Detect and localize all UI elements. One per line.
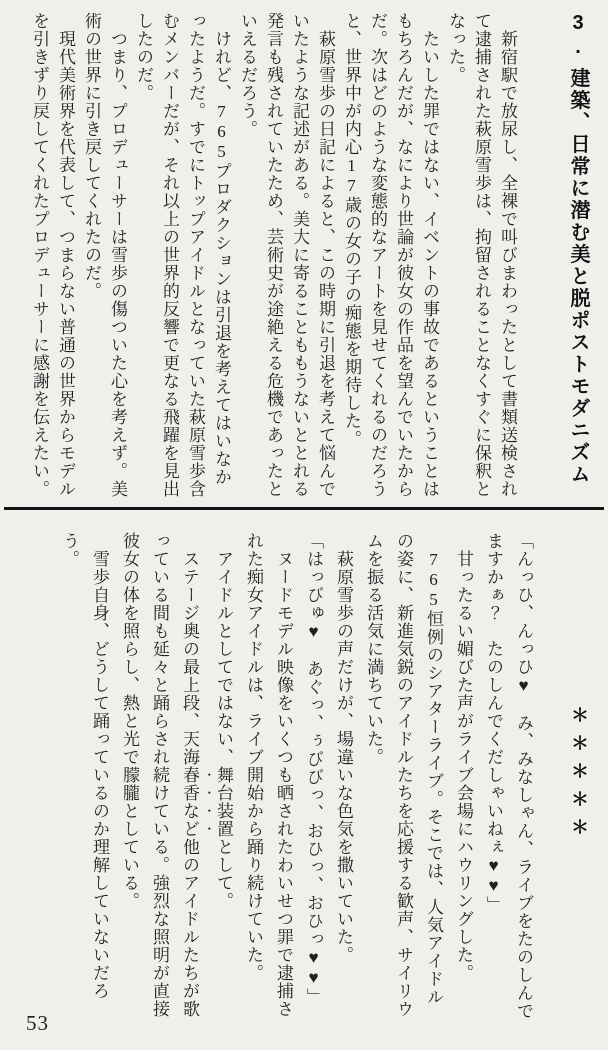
emphasized-text: 舞台装置 — [214, 766, 233, 838]
paragraph: たいした罪ではない、イベントの事故であるということはもちろんだが、なにより世論が彼女の作品を望んでいたからだ。次はどのような変態的なアートを見せてくれるのだろうと、世界中が内心17歳の女の子の痴態を期待した。 — [342, 12, 439, 498]
paragraph: ステージ奥の最上段、天海春香など他のアイドルたちが歌っている間も延々と踊らされ続けている。強烈な照明が直接彼女の体を照らし、熱と光で朦朧としている。 — [120, 532, 199, 1018]
paragraph: 新宿駅で放尿し、全裸で叫びまわったとして書類送検されて逮捕された萩原雪歩は、拘留されることなくすぐに保釈となった。 — [446, 12, 517, 498]
paragraph: 現代美術界を代表して、つまらない普通の世界からモデルを引きずり戻してくれたプロデューサーに感謝を伝えたい。 — [30, 12, 75, 498]
scene-break-separator: ＊＊＊＊＊ — [569, 706, 589, 846]
paragraph: 萩原雪歩の日記によると、この時期に引退を考えて悩んでいたような記述がある。美大に寄ることももうないととれる発言も残されていたため、芸術史が途絶える危機であったといえるだろう。 — [238, 12, 335, 498]
paragraph-with-emphasis — [204, 532, 238, 1020]
paragraph: ヌードモデル映像をいくつも晒されたわいせつ罪で逮捕された痴女アイドルは、ライブ開始から踊り続けていた。 — [244, 532, 293, 1018]
paragraph: けれど、765プロダクションは引退を考えてはいなかったようだ。すでにトップアイドルとなっていた萩原雪歩含むメンバーだが、それ以上の世界的反響で更なる飛躍を見出したのだ。 — [134, 12, 231, 498]
page-number: 53 — [26, 1011, 49, 1035]
paragraph: 765恒例のシアターライブ。そこでは、人気アイドルの姿に、新進気鋭のアイドルたちを応援する歓声、サイリウムを振る活気に満ちていた。 — [364, 532, 443, 1018]
section-divider — [4, 507, 604, 510]
paragraph: 萩原雪歩の声だけが、場違いな色気を撒いていた。 — [334, 532, 353, 964]
paragraph: 「はっびゅ♥ あぐっ、ぅびびっ、おひっ、おひっ♥♥」 — [304, 532, 323, 1006]
paragraph-text: アイドルとしてではない、 — [214, 532, 233, 766]
top-section — [0, 0, 608, 507]
paragraph: 雪歩自身、どうして踊っているのか理解していないだろう。 — [60, 532, 109, 1000]
chapter-title: 3. 建築、日常に潜む美と脱ポストモダニズム — [567, 12, 589, 486]
paragraph: 甘ったるい媚びた声がライブ会場にハウリングした。 — [454, 532, 473, 982]
paragraph: 「んっひ、んっひ♥ み、みなしゃん、ライブをたのしんでますかぁ？ たのしんでくだしゃいねぇ♥♥」 — [484, 532, 533, 1020]
paragraph-text: として。 — [214, 838, 233, 910]
paragraph: つまり、プロデューサーは雪歩の傷ついた心を考えず。美術の世界に引き戻してくれたのだ。 — [82, 12, 127, 498]
bottom-section — [0, 518, 608, 1050]
